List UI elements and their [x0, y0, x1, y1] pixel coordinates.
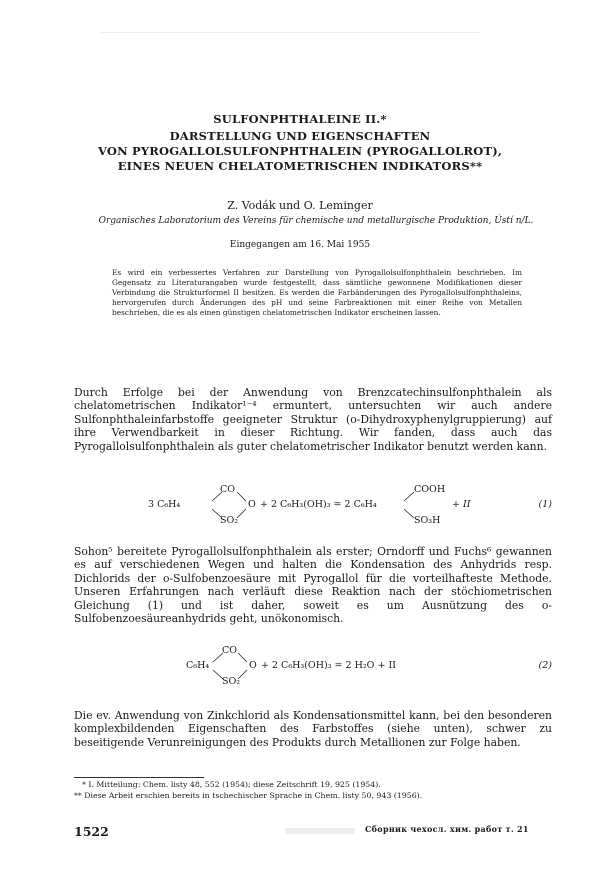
- eq1-so3h: SO₃H: [414, 515, 441, 526]
- eq1-o: O: [248, 499, 256, 510]
- page-number: 1522: [74, 824, 109, 839]
- abstract: Es wird ein verbessertes Verfahren zur Darstellung von Pyrogallolsulfonphthalein beschrieben. Im Gegensatz zu Literaturangaben wurde festgestellt, dass sämtliche gewonnene Modifikationen dieser Verbindung die Strukturformel II besitzen. Es werden die Farbänderungen des Pyrogallolsulfonphthaleins, hervorgerufen durch Änderungen des pH und seine Farbreaktionen mit einer Reihe von Metallen beschrieben, die es als einen günstigen chelatometrischen Indikator erscheinen lassen.: [112, 268, 522, 317]
- paragraph-3-text: Die ev. Anwendung von Zinkchlorid als Kondensationsmittel kann, bei den besonderen komplexbildenden Eigenschaften des Farbstoffes (siehe unten), schwer zu beseitigende Verunreinigungen des Produkts durch Metallionen zur Folge haben.: [74, 709, 552, 749]
- scan-artifact: [285, 828, 355, 834]
- footnotes: [74, 779, 552, 801]
- paragraph-3: [74, 709, 552, 749]
- paragraph-2: [74, 545, 552, 625]
- footnote-2: ** Diese Arbeit erschien bereits in tschechischer Sprache in Chem. listy 50, 943 (1956).: [74, 791, 423, 800]
- title-line-4: EINES NEUEN CHELATOMETRISCHEN INDIKATORS**: [117, 159, 483, 173]
- paragraph-2-text: Sohon⁵ bereitete Pyrogallolsulfonphthalein als erster; Orndorff und Fuchs⁶ gewannen es auf verschiedenen Wegen und halten die Kondensation des Anhydrids resp. Dichlorids der o-Sulfobenzoesäure mit Pyrogallol für die vorteilhafteste Methode. Unseren Erfahrungen nach verläuft diese Reaktion nach der stöchiometrischen Gleichung (1) und ist daher, soweit es um Ausnützung des o-Sulfobenzoesäureanhydrids geht, unökonomisch.: [74, 545, 552, 626]
- institution: Organisches Laboratorium des Vereins für chemische und metallurgische Produktion, Ústí n/L.: [98, 216, 534, 226]
- equation-2: [74, 645, 552, 689]
- received-date: Eingegangen am 16. Mai 1955: [229, 240, 371, 250]
- journal-footer: Сборник чехосл. хим. работ т. 21: [365, 824, 529, 834]
- eq2-so2: SO₂: [222, 676, 241, 687]
- eq2-number: (2): [538, 660, 552, 671]
- footnote-1: * I. Mitteilung: Chem. listy 48, 552 (1954); diese Zeitschrift 19, 925 (1954).: [82, 780, 381, 789]
- equation-1: [74, 484, 552, 528]
- title-line-3: VON PYROGALLOLSULFONPHTHALEIN (PYROGALLOLROT),: [97, 144, 503, 158]
- eq2-right: + 2 C₆H₃(OH)₃ = 2 H₂O + II: [261, 660, 396, 671]
- eq1-middle: + 2 C₆H₃(OH)₃ = 2 C₆H₄: [260, 499, 377, 510]
- eq2-o: O: [249, 660, 257, 671]
- eq1-plus-ii: + II: [452, 499, 471, 510]
- footnote-rule: [74, 777, 204, 778]
- eq1-cooh: COOH: [414, 484, 446, 495]
- eq1-co: CO: [220, 484, 236, 495]
- eq2-left: C₆H₄: [186, 660, 210, 671]
- scan-artifact: [100, 32, 480, 33]
- eq1-so2: SO₂: [220, 515, 239, 526]
- eq2-co: CO: [222, 645, 238, 656]
- paragraph-1: [74, 386, 552, 453]
- eq1-left-coef: 3 C₆H₄: [148, 499, 181, 510]
- paragraph-1-text: Durch Erfolge bei der Anwendung von Brenzcatechinsulfonphthalein als chelatometrischen Indikator¹⁻⁴ ermuntert, untersuchten wir auch andere Sulfonphthaleinfarbstoffe geeigneter Struktur (o-Dihydroxyphenylgruppierung) auf ihre Verwendbarkeit in dieser Richtung. Wir fanden, dass auch das Pyrogallolsulfonphthalein als guter chelatometrischer Indikator benutzt werden kann.: [74, 386, 552, 453]
- eq1-number: (1): [538, 499, 552, 510]
- authors: Z. Vodák und O. Leminger: [227, 199, 373, 212]
- title-line-2: DARSTELLUNG UND EIGENSCHAFTEN: [169, 129, 431, 143]
- title-line-1: SULFONPHTHALEINE II.*: [213, 112, 387, 126]
